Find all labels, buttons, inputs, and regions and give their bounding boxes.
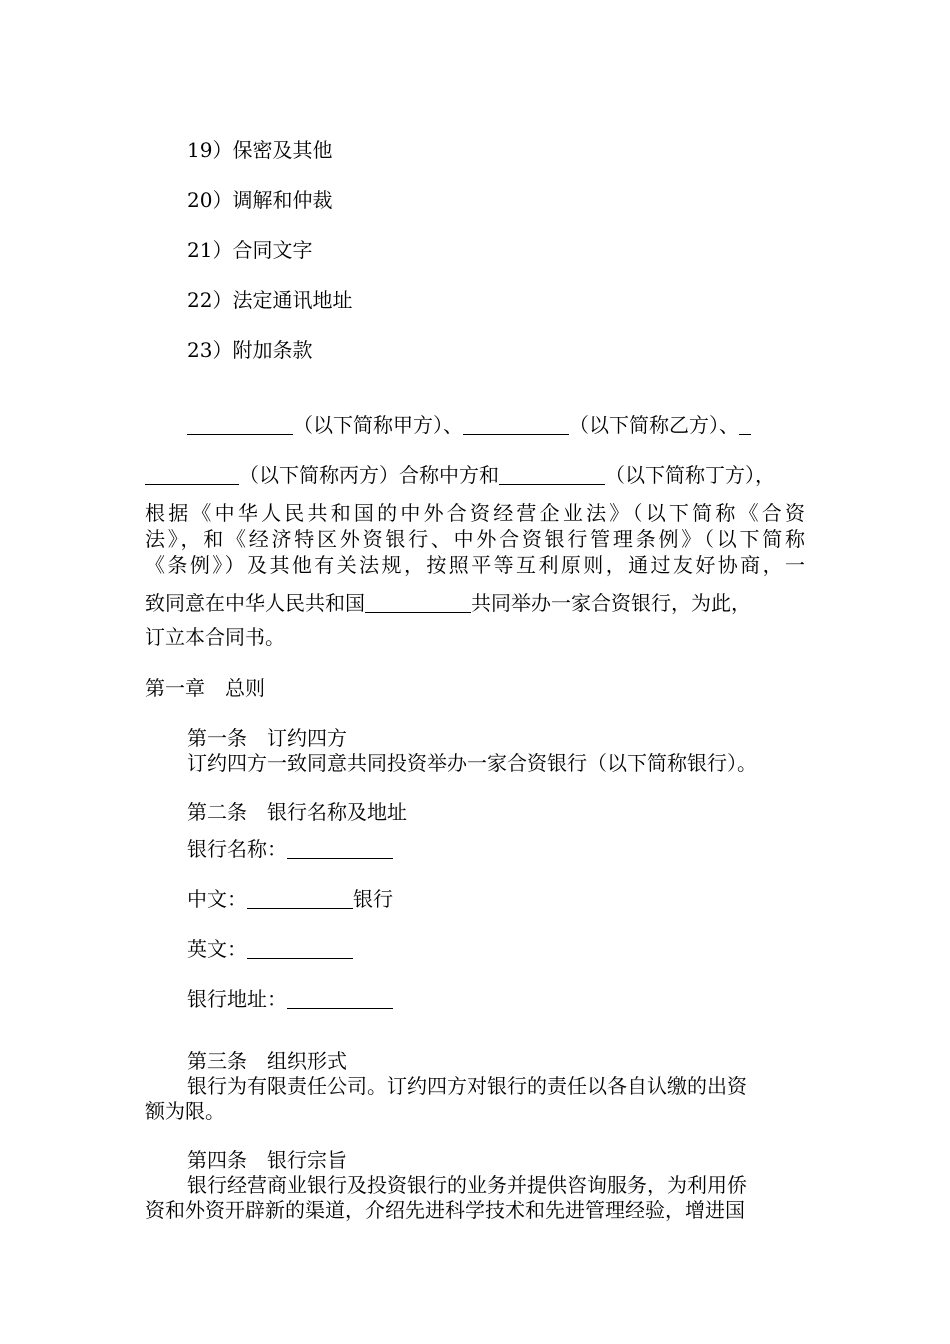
preamble-line-1: （以下简称甲方）、 （以下简称乙方）、 [187,412,751,438]
article-3-title: 第三条 组织形式 [187,1049,347,1073]
party-c-blank[interactable] [145,464,239,485]
chinese-name-blank[interactable] [247,888,353,909]
party-b-blank[interactable] [463,414,569,435]
article-1-body: 订约四方一致同意共同投资举办一家合资银行（以下简称银行）。 [187,751,757,775]
clause-list-item: 23）附加条款 [187,338,313,362]
article-4-title: 第四条 银行宗旨 [187,1148,347,1172]
article-4-body-line-2: 资和外资开辟新的渠道，介绍先进科学技术和先进管理经验，增进国 [145,1198,745,1222]
chapter-title: 第一章 总则 [145,676,265,700]
article-4-body-line-1: 银行经营商业银行及投资银行的业务并提供咨询服务，为利用侨 [187,1173,747,1197]
party-a-blank[interactable] [187,414,293,435]
clause-list-item: 20）调解和仲裁 [187,188,333,212]
article-3-body-line-2: 额为限。 [145,1099,225,1123]
preamble-line-2: （以下简称丙方）合称中方和 （以下简称丁方）， [145,462,775,488]
clause-list-item: 21）合同文字 [187,238,313,262]
english-name-blank[interactable] [247,938,353,959]
bank-address-blank[interactable] [287,988,393,1009]
english-name-field: 英文： [187,936,353,962]
clause-list-item: 22）法定通讯地址 [187,288,353,312]
preamble-line-5: 《条例》）及其他有关法规，按照平等互利原则，通过友好协商，一 [145,553,805,577]
article-1-title: 第一条 订约四方 [187,726,347,750]
party-c-blank-start[interactable] [739,414,751,435]
bank-name-field: 银行名称： [187,836,393,862]
preamble-line-3: 根据《中华人民共和国的中外合资经营企业法》（以下简称《合资 [145,501,805,525]
preamble-line-7: 订立本合同书。 [145,625,285,649]
preamble-line-4: 法》，和《经济特区外资银行、中外合资银行管理条例》（以下简称 [145,527,805,551]
location-blank[interactable] [365,592,471,613]
party-d-blank[interactable] [499,464,605,485]
bank-name-blank[interactable] [287,838,393,859]
preamble-line-6: 致同意在中华人民共和国 共同举办一家合资银行，为此， [145,591,751,615]
article-2-title: 第二条 银行名称及地址 [187,800,407,824]
clause-list-item: 19）保密及其他 [187,138,333,162]
chinese-name-field: 中文： 银行 [187,887,393,911]
bank-address-field: 银行地址： [187,986,393,1012]
article-3-body-line-1: 银行为有限责任公司。订约四方对银行的责任以各自认缴的出资 [187,1074,747,1098]
